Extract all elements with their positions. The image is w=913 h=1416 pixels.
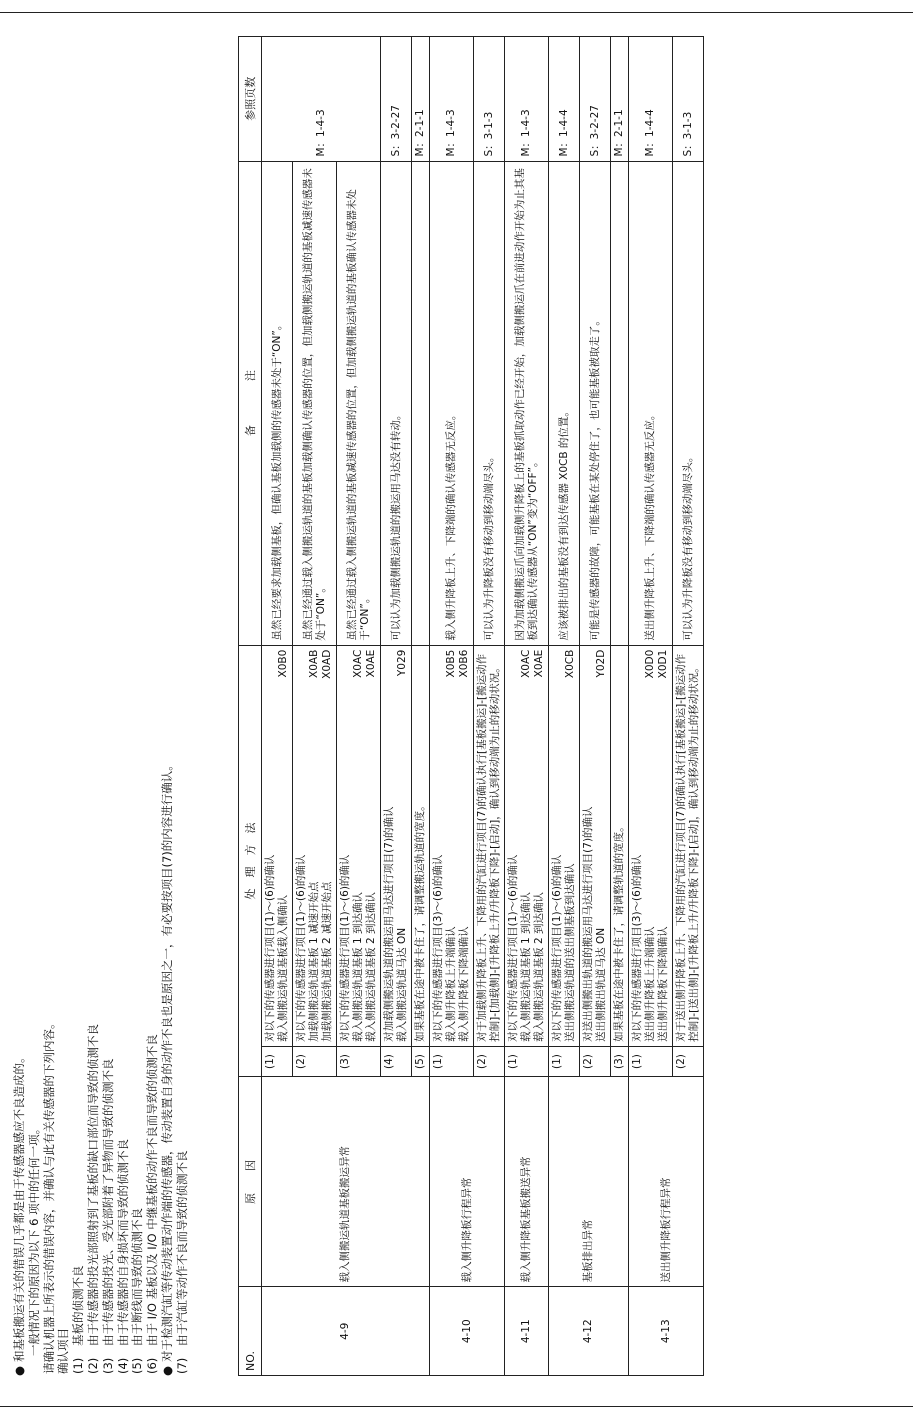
row-note <box>412 161 430 645</box>
row-note: 可以认为加载侧搬运轨道的搬运用马达没有转动。 <box>381 161 412 645</box>
step-number: (1) <box>629 1046 673 1076</box>
method-line <box>383 650 396 1042</box>
signal-code: X0AC <box>520 649 532 678</box>
method-text: 送出侧升降板上升端确认 <box>644 926 656 1042</box>
method-text: 载入侧搬运轨道基板 1 到达确认 <box>520 891 532 1042</box>
check-item <box>86 56 101 1376</box>
step-method <box>430 645 474 1046</box>
method-text: 加载侧搬运轨道基板 2 减速开始点 <box>321 881 333 1042</box>
check-item-text: 由于传感器的投光、受光部附着了异物而导致的侦测不良 <box>100 1058 115 1346</box>
method-text: 对于送出侧升降板上升、下降用的汽缸进行项目(7)的确认执行[基板搬运]-[搬运动作控制]-[送出侧]-[升降板上升/升降板下降]-[启动]，确认到移动端为止的移动状况。 <box>675 653 700 1042</box>
row-cause: 载入侧升降板基板搬送异常 <box>505 1077 549 1287</box>
top-rule <box>0 12 913 13</box>
signal-code: X0AD <box>321 649 333 679</box>
method-line <box>339 650 352 1042</box>
method-text: 对以下的传感器进行项目(3)～(6)的确认 <box>432 854 444 1042</box>
step-number: (2) <box>673 1046 704 1076</box>
step-number: (2) <box>293 1046 337 1076</box>
method-line <box>476 650 502 1042</box>
row-ref: M：1-4-3 <box>430 37 474 162</box>
check-item-num: (2) <box>85 1357 100 1374</box>
table-row <box>262 37 293 1376</box>
signal-code: X0AE <box>365 649 377 678</box>
method-line <box>631 650 644 1042</box>
check-item-num: (6) <box>145 1357 160 1374</box>
row-note: 送出侧升降板上升、下降端的确认传感器无反应。 <box>629 161 673 645</box>
method-text: 载入侧升降板上升端确认 <box>445 926 457 1042</box>
header-method: 处 理 方 法 <box>239 645 262 1077</box>
method-line <box>564 650 577 1042</box>
step-number: (1) <box>430 1046 474 1076</box>
signal-code: X0AB <box>308 649 320 678</box>
check-item-num: (1) <box>71 1357 86 1374</box>
row-ref: M：1-4-4 <box>629 37 673 162</box>
step-number: (3) <box>337 1046 381 1076</box>
signal-code: X0B5 <box>445 649 457 678</box>
method-text: 如果基板在途中被卡住了，请调整搬运轨道的宽度。 <box>414 800 426 1042</box>
row-cause: 载入侧升降板行程异常 <box>430 1077 505 1287</box>
row-note: 载入侧升降板上升、下降端的确认传感器无反应。 <box>430 161 474 645</box>
step-method <box>412 645 430 1046</box>
method-line <box>520 650 533 1042</box>
row-cause: 载入侧搬运轨道基板搬运异常 <box>262 1077 430 1287</box>
method-line <box>445 650 458 1042</box>
header-note: 备 注 <box>239 161 262 645</box>
check-item-7: (7)由于汽缸等动作不良而导致的侦测不良 <box>174 1150 189 1374</box>
row-ref: M：2-1-1 <box>412 37 430 162</box>
row-ref: M：1-4-3 <box>262 37 381 162</box>
row-note: 可能是传感器的故障，可能基板在某处停住了，也可能基板被取走了。 <box>580 161 611 645</box>
signal-code: X0B6 <box>458 649 470 678</box>
method-line <box>365 650 378 1042</box>
bullet-icon: ● <box>159 1365 174 1376</box>
check-item <box>130 56 145 1376</box>
signal-code: X0B0 <box>277 649 289 678</box>
method-line <box>308 650 321 1042</box>
row-ref: S：3-2-27 <box>381 37 412 162</box>
step-method <box>505 645 549 1046</box>
bottom-rule <box>0 1406 913 1407</box>
method-line <box>582 650 595 1042</box>
step-method <box>381 645 412 1046</box>
row-note: 虽然已经通过载入侧搬运轨道的基板减速传感器的位置，但加载侧搬运轨道的基板确认传感器未处于“ON”。 <box>337 161 381 645</box>
row-note: 因为加载侧搬运爪向加载侧升降板上的基板抓取动作已经开始，加载侧搬运爪在前进动作开始为止其基板到达确认传感器从“ON”变为“OFF”。 <box>505 161 549 645</box>
row-note: 可以认为升降板没有移动到移动端尽头。 <box>673 161 704 645</box>
check-item <box>145 56 160 1376</box>
method-line <box>295 650 308 1042</box>
method-text: 如果基板在途中被卡住了，请调整轨道的宽度。 <box>613 821 625 1042</box>
row-no: 4-12 <box>549 1287 629 1376</box>
method-text: 对以下的传感器进行项目(1)～(6)的确认 <box>339 854 351 1042</box>
signal-code: X0CB <box>564 649 576 679</box>
row-cause: 送出侧升降板行程异常 <box>629 1077 704 1287</box>
table-header-row <box>239 37 262 1376</box>
step-number: (5) <box>412 1046 430 1076</box>
method-line <box>595 650 608 1042</box>
intro-block <box>12 56 190 1376</box>
method-line <box>675 650 701 1042</box>
step-method <box>474 645 505 1046</box>
row-note: 可以认为升降板没有移动到移动端尽头。 <box>474 161 505 645</box>
check-item-num: (5) <box>130 1357 145 1374</box>
step-method <box>611 645 629 1046</box>
check-item-text: 由于断线而导致的侦测不良 <box>130 1208 145 1346</box>
step-method <box>293 645 337 1046</box>
intro-line: 一般情况下的原因为以下 6 项中的任何一项。 <box>26 1122 41 1356</box>
method-line <box>551 650 564 1042</box>
header-cause: 原 因 <box>239 1077 262 1287</box>
row-ref: S：3-2-27 <box>580 37 611 162</box>
check-item-text: 由于传感器的自身损坏而导致的侦测不良 <box>115 1139 130 1346</box>
table-row <box>629 37 673 1376</box>
method-text: 载入侧搬运轨道基板载入侧确认 <box>277 894 289 1042</box>
method-line <box>277 650 290 1042</box>
method-line <box>533 650 546 1042</box>
intro-line: 确认项目 <box>56 1328 71 1374</box>
step-number: (2) <box>474 1046 505 1076</box>
method-text: 对以下的传感器进行项目(1)～(6)的确认 <box>507 854 519 1042</box>
signal-code: X0D0 <box>644 649 656 679</box>
method-text: 对以下的传感器进行项目(1)～(6)的确认 <box>295 854 307 1042</box>
method-line <box>432 650 445 1042</box>
row-ref: M：1-4-3 <box>505 37 549 162</box>
method-line <box>613 650 626 1042</box>
table-row <box>549 37 580 1376</box>
method-line <box>644 650 657 1042</box>
method-text: 载入侧搬运轨道基板 1 到达确认 <box>352 891 364 1042</box>
step-method <box>580 645 611 1046</box>
error-table <box>238 36 704 1376</box>
method-line <box>414 650 427 1042</box>
method-text: 对送出侧搬出轨道的搬运用马达进行项目(7)的确认 <box>582 806 594 1042</box>
signal-code: Y029 <box>396 649 408 677</box>
check-item <box>101 56 116 1376</box>
row-note: 应该被排出的基板没有到达传感器 X0CB 的位置。 <box>549 161 580 645</box>
method-text: 送出侧升降板下降端确认 <box>657 926 669 1042</box>
method-line <box>458 650 471 1042</box>
method-text: 载入侧搬运轨道基板 2 到达确认 <box>533 891 545 1042</box>
step-number: (2) <box>580 1046 611 1076</box>
method-text: 对以下的传感器进行项目(1)～(6)的确认 <box>551 854 563 1042</box>
table-row <box>505 37 549 1376</box>
header-no: NO. <box>239 1287 262 1376</box>
row-cause: 基板排出异常 <box>549 1077 629 1287</box>
row-note: 虽然已经要求加载侧基板，但确认基板加载侧的传感器未处于“ON”。 <box>262 161 293 645</box>
step-method <box>262 645 293 1046</box>
method-line <box>657 650 670 1042</box>
step-method <box>549 645 580 1046</box>
method-line <box>507 650 520 1042</box>
check-item-text: 由于 I/O 基板以及 I/O 中继基板的动作不良而导致的侦测不良 <box>145 1034 160 1346</box>
row-note: 虽然已经通过载入侧搬运轨道的基板加载侧确认传感器的位置，但加载侧搬运轨道的基板减速传感器未处于“ON”。 <box>293 161 337 645</box>
row-no: 4-11 <box>505 1287 549 1376</box>
method-text: 对于加载侧升降板上升、下降用的汽缸进行项目(7)的确认执行[基板搬运]-[搬运动作控制]-[加载侧]-[升降板上升/升降板下降]-[启动]，确认到移动端为止的移动状况。 <box>476 653 501 1042</box>
method-text: 载入侧搬运轨道基板 2 到达确认 <box>365 891 377 1042</box>
signal-code: X0AC <box>352 649 364 678</box>
check-item-text: 由于传感器的投光部照射到了基板的缺口部位而导致的侦测不良 <box>85 1024 100 1346</box>
step-method <box>337 645 381 1046</box>
check-item <box>71 56 86 1376</box>
method-text: 送出侧搬运轨道的送出侧基板到达确认 <box>564 863 576 1042</box>
signal-code: X0D1 <box>657 649 669 679</box>
table-row <box>430 37 474 1376</box>
method-line <box>321 650 334 1042</box>
step-number: (1) <box>505 1046 549 1076</box>
rotated-page <box>12 24 887 1390</box>
method-text: 载入侧升降板下降端确认 <box>458 926 470 1042</box>
method-line <box>352 650 365 1042</box>
step-method <box>673 645 704 1046</box>
check-item-text: 基板的侦测不良 <box>71 1265 86 1346</box>
row-no: 4-10 <box>430 1287 505 1376</box>
check-item-num: (4) <box>115 1357 130 1374</box>
method-text: 对加载侧搬运轨道的搬运用马达进行项目(7)的确认 <box>383 806 395 1042</box>
row-note <box>611 161 629 645</box>
intro-line: ●和基板搬运有关的错误几乎都是由于传感器感应不良造成的。 <box>12 1051 26 1376</box>
check-item <box>116 56 131 1376</box>
step-number: (1) <box>549 1046 580 1076</box>
row-no: 4-13 <box>629 1287 704 1376</box>
method-text: 送出侧搬出轨道马达 ON <box>595 927 607 1042</box>
method-text: 对以下的传感器进行项目(3)～(6)的确认 <box>631 854 643 1042</box>
method-line <box>396 650 409 1042</box>
signal-code: Y02D <box>595 649 607 678</box>
method-text: 载入侧搬运轨道马达 ON <box>396 927 408 1042</box>
method-text: 加载侧搬运轨道基板 1 减速开始点 <box>308 881 320 1042</box>
row-ref: S：3-1-3 <box>673 37 704 162</box>
row-no: 4-9 <box>262 1287 430 1376</box>
row-ref: S：3-1-3 <box>474 37 505 162</box>
intro-line: 请确认机器上所表示的错误内容，并确认与此有关传感器的下列内容。 <box>41 1017 56 1374</box>
signal-code: X0AE <box>533 649 545 678</box>
bullet-icon: ● <box>12 1365 26 1376</box>
step-number: (1) <box>262 1046 293 1076</box>
step-method <box>629 645 673 1046</box>
header-ref: 参照页数 <box>239 37 262 162</box>
row-ref: M：2-1-1 <box>611 37 629 162</box>
check-item-num: (3) <box>100 1357 115 1374</box>
intro-line: ●对于检测汽缸等传动装置动作端的传感器，传动装置自身的动作不良也是原因之一，有必要按项目(7)的内容进行确认。 <box>159 759 174 1376</box>
step-number: (3) <box>611 1046 629 1076</box>
method-line <box>264 650 277 1042</box>
method-text: 对以下的传感器进行项目(1)～(6)的确认 <box>264 854 276 1042</box>
step-number: (4) <box>381 1046 412 1076</box>
row-ref: M：1-4-4 <box>549 37 580 162</box>
